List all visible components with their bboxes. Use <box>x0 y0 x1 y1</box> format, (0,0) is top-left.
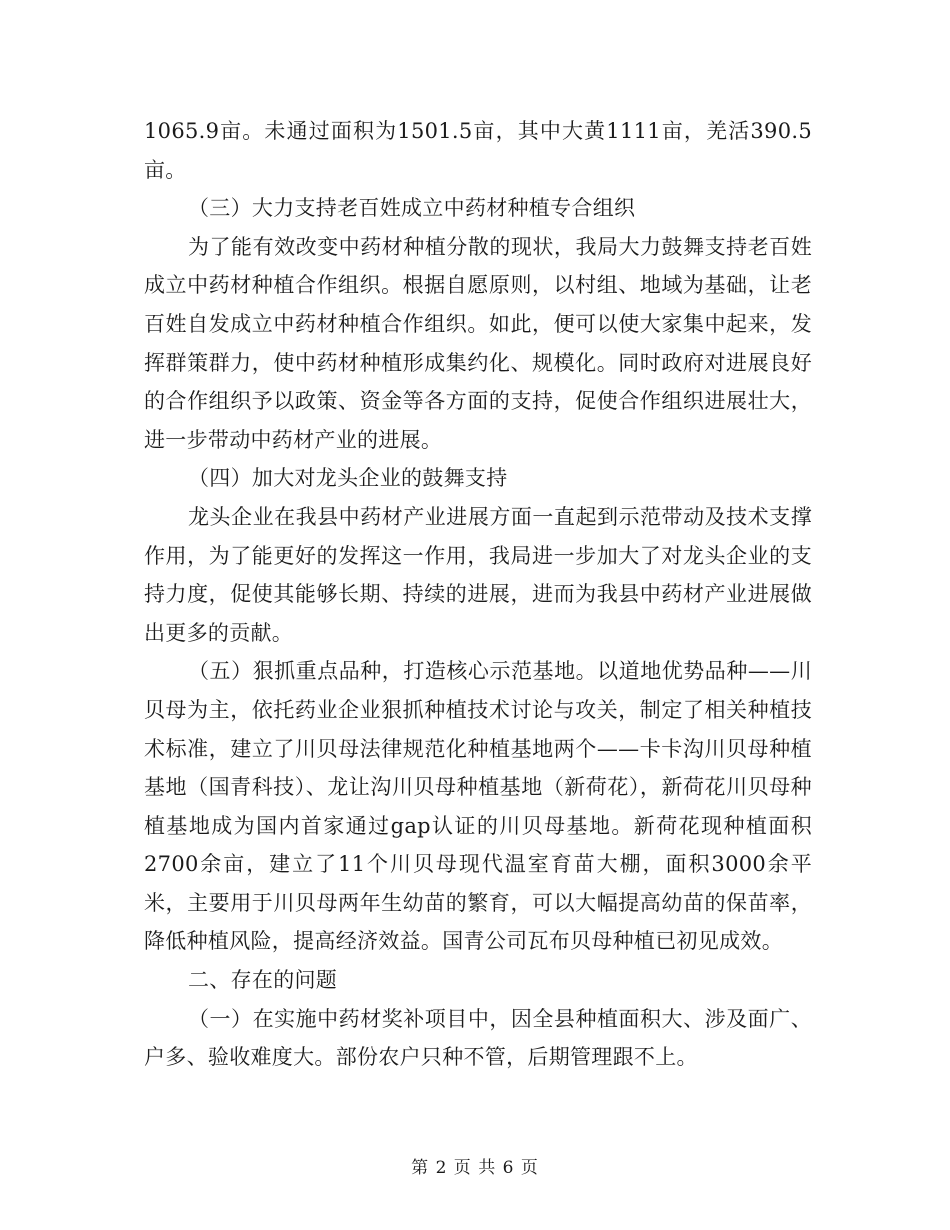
section-heading-problems: 二、存在的问题 <box>188 968 338 993</box>
paragraph-problem-one: （一）在实施中药材奖补项目中，因全县种植面积大、涉及面广、户多、验收难度大。部份农户只种不管，后期管理跟不上。 <box>144 1006 812 1070</box>
section-heading-cooperatives: （三）大力支持老百姓成立中药材种植专合组织 <box>188 196 636 221</box>
document-body <box>144 112 812 1077</box>
paragraph-leading-enterprises: 龙头企业在我县中药材产业进展方面一直起到示范带动及技术支撑作用，为了能更好的发挥这一作用，我局进一步加大了对龙头企业的支持力度，促使其能够长期、持续的进展，进而为我县中药材产业进展做出更多的贡献。 <box>144 504 812 645</box>
page-number-footer: 第 2 页 共 6 页 <box>411 1158 539 1178</box>
paragraph-cooperatives: 为了能有效改变中药材种植分散的现状，我局大力鼓舞支持老百姓成立中药材种植合作组织。根据自愿原则，以村组、地域为基础，让老百姓自发成立中药材种植合作组织。如此，便可以使大家集中起来，发挥群策群力，使中药材种植形成集约化、规模化。同时政府对进展良好的合作组织予以政策、资金等各方面的支持，促使合作组织进展壮大，进一步带动中药材产业的进展。 <box>144 234 812 452</box>
paragraph-key-varieties: （五）狠抓重点品种，打造核心示范基地。以道地优势品种——川贝母为主，依托药业企业狠抓种植技术讨论与攻关，制定了相关种植技术标准，建立了川贝母法律规范化种植基地两个——卡卡沟川贝母种植基地（国青科技）、龙让沟川贝母种植基地（新荷花），新荷花川贝母种植基地成为国内首家通过gap认证的川贝母基地。新荷花现种植面积2700余亩，建立了11个川贝母现代温室育苗大棚，面积3000余平米，主要用于川贝母两年生幼苗的繁育，可以大幅提高幼苗的保苗率，降低种植风险，提高经济效益。国青公司瓦布贝母种植已初见成效。 <box>144 659 812 954</box>
section-heading-leading-enterprises: （四）加大对龙头企业的鼓舞支持 <box>188 466 508 491</box>
paragraph-area-summary: 1065.9亩。未通过面积为1501.5亩，其中大黄1111亩，羌活390.5亩。 <box>144 119 812 182</box>
